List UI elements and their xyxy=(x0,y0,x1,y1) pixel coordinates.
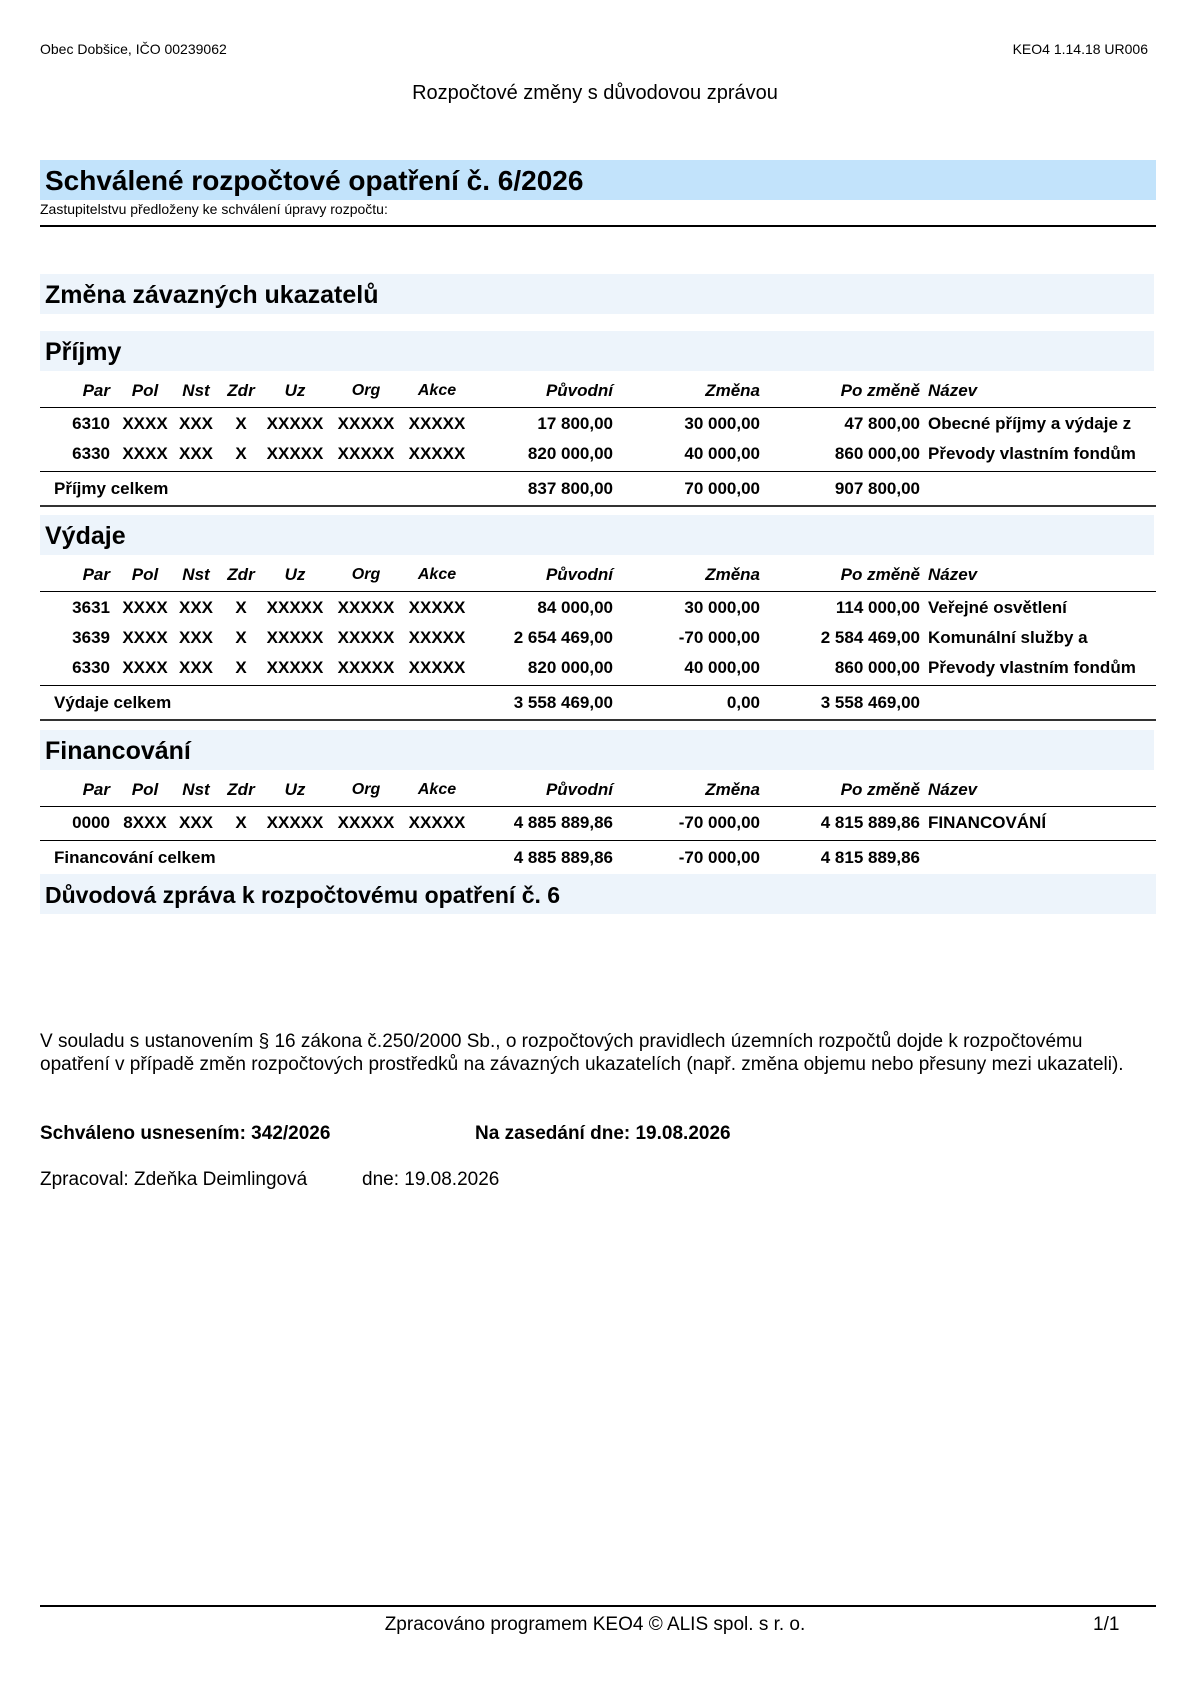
table-cell-nazev: Obecné příjmy a výdaje z xyxy=(928,414,1132,433)
column-header-zmena: Změna xyxy=(705,780,760,799)
table-cell-nazev: Převody vlastním fondům xyxy=(928,444,1136,463)
table-cell-org: XXXXX xyxy=(337,628,395,647)
table-cell-zdr: X xyxy=(235,628,247,647)
table-cell-akce: XXXXX xyxy=(408,598,466,617)
table-cell-akce: XXXXX xyxy=(408,444,466,463)
table-cell-akce: XXXXX xyxy=(408,658,466,677)
column-header-par: Par xyxy=(82,780,110,799)
table-cell-par: 6330 xyxy=(72,444,110,463)
processed-by: Zpracoval: Zdeňka Deimlingová xyxy=(40,1169,308,1190)
table-cell-uz: XXXXX xyxy=(266,813,324,832)
total-puvodni: 4 885 889,86 xyxy=(513,848,613,867)
table-cell-puvodni: 4 885 889,86 xyxy=(513,813,613,832)
section-bar-prijmy xyxy=(40,331,1154,371)
column-header-pol: Pol xyxy=(131,565,159,584)
table-cell-po_zmene: 860 000,00 xyxy=(834,658,920,677)
column-header-puvodni: Původní xyxy=(545,565,613,584)
table-cell-pol: XXXX xyxy=(122,628,168,647)
total-rule xyxy=(40,685,1156,686)
column-header-puvodni: Původní xyxy=(545,381,613,400)
report-subtitle: Rozpočtové změny s důvodovou zprávou xyxy=(412,82,778,104)
total-rule xyxy=(40,471,1156,472)
justification-title: Důvodová zpráva k rozpočtovému opatření č. 6 xyxy=(45,882,561,908)
section-end-rule xyxy=(40,719,1156,721)
column-header-nazev: Název xyxy=(928,381,978,400)
column-header-nst: Nst xyxy=(182,565,210,584)
section-bar-financovani xyxy=(40,730,1154,770)
total-puvodni: 837 800,00 xyxy=(527,479,613,498)
total-rule xyxy=(40,840,1156,841)
table-cell-po_zmene: 114 000,00 xyxy=(835,598,920,617)
header-rule xyxy=(40,591,1156,592)
total-label: Financování celkem xyxy=(54,848,216,867)
total-puvodni: 3 558 469,00 xyxy=(513,693,613,712)
column-header-akce: Akce xyxy=(417,566,457,583)
table-cell-nst: XXX xyxy=(178,628,214,647)
table-cell-zdr: X xyxy=(235,598,247,617)
total-zmena: -70 000,00 xyxy=(678,848,760,867)
table-cell-org: XXXXX xyxy=(337,658,395,677)
header-rule xyxy=(40,806,1156,807)
table-cell-nazev: Veřejné osvětlení xyxy=(928,598,1067,617)
column-header-zdr: Zdr xyxy=(227,381,255,400)
footer-divider xyxy=(40,1605,1156,1607)
table-cell-puvodni: 820 000,00 xyxy=(527,658,613,677)
column-header-nst: Nst xyxy=(182,381,210,400)
table-cell-nst: XXX xyxy=(178,813,214,832)
justification-paragraph: V souladu s ustanovením § 16 zákona č.250/2000 Sb., o rozpočtových pravidlech územních rozpočtů dojde k rozpočtovému opatření v případě změn rozpočtových prostředků na závazných ukazatelích (např. změna objemu nebo přesuny mezi ukazateli). xyxy=(40,1031,1124,1075)
table-cell-akce: XXXXX xyxy=(408,813,466,832)
total-label: Příjmy celkem xyxy=(54,479,169,498)
table-cell-pol: XXXX xyxy=(122,444,168,463)
column-header-pol: Pol xyxy=(131,381,159,400)
table-cell-uz: XXXXX xyxy=(266,444,324,463)
approval-resolution: Schváleno usnesením: 342/2026 xyxy=(40,1123,331,1144)
table-cell-puvodni: 2 654 469,00 xyxy=(513,628,613,647)
section-label-financovani: Financování xyxy=(45,737,191,765)
column-header-nazev: Název xyxy=(928,565,978,584)
column-header-uz: Uz xyxy=(284,565,306,584)
total-po-zmene: 907 800,00 xyxy=(834,479,920,498)
column-header-uz: Uz xyxy=(284,381,306,400)
table-cell-pol: XXXX xyxy=(122,598,168,617)
page-title: Schválené rozpočtové opatření č. 6/2026 xyxy=(45,165,584,196)
divider xyxy=(40,225,1156,227)
table-cell-zdr: X xyxy=(235,444,247,463)
total-po-zmene: 3 558 469,00 xyxy=(820,693,920,712)
page-title-bar xyxy=(40,160,1156,200)
intro-text: Zastupitelstvu předloženy ke schválení úpravy rozpočtu: xyxy=(40,201,388,217)
table-cell-uz: XXXXX xyxy=(266,598,324,617)
table-cell-par: 0000 xyxy=(72,813,110,832)
column-header-nazev: Název xyxy=(928,780,978,799)
table-cell-nazev: FINANCOVÁNÍ xyxy=(928,813,1047,832)
table-cell-zmena: -70 000,00 xyxy=(678,628,760,647)
table-cell-nst: XXX xyxy=(178,658,214,677)
table-cell-nst: XXX xyxy=(178,444,214,463)
column-header-zdr: Zdr xyxy=(227,565,255,584)
table-cell-zmena: 40 000,00 xyxy=(684,444,760,463)
table-cell-nst: XXX xyxy=(178,414,214,433)
justification-title-bar xyxy=(40,874,1156,914)
column-header-uz: Uz xyxy=(284,780,306,799)
table-cell-puvodni: 84 000,00 xyxy=(537,598,613,617)
table-cell-uz: XXXXX xyxy=(266,628,324,647)
section-label-prijmy: Příjmy xyxy=(45,338,122,366)
table-cell-uz: XXXXX xyxy=(266,414,324,433)
total-po-zmene: 4 815 889,86 xyxy=(820,848,920,867)
table-cell-puvodni: 17 800,00 xyxy=(537,414,613,433)
column-header-org: Org xyxy=(351,382,381,399)
table-cell-akce: XXXXX xyxy=(408,628,466,647)
table-cell-par: 3631 xyxy=(72,598,110,617)
column-header-nst: Nst xyxy=(182,780,210,799)
table-cell-uz: XXXXX xyxy=(266,658,324,677)
table-cell-po_zmene: 47 800,00 xyxy=(844,414,920,433)
municipality-header: Obec Dobšice, IČO 00239062 xyxy=(40,41,227,57)
column-header-par: Par xyxy=(82,381,110,400)
section-end-rule xyxy=(40,505,1156,507)
table-cell-par: 6310 xyxy=(72,414,110,433)
footer-text: Zpracováno programem KEO4 © ALIS spol. s r. o. xyxy=(384,1614,806,1635)
meeting-date: Na zasedání dne: 19.08.2026 xyxy=(475,1123,731,1144)
total-label: Výdaje celkem xyxy=(54,693,172,712)
table-cell-pol: 8XXX xyxy=(123,813,167,832)
column-header-zmena: Změna xyxy=(705,565,760,584)
table-cell-org: XXXXX xyxy=(337,414,395,433)
table-cell-zmena: -70 000,00 xyxy=(678,813,760,832)
section-title-bar xyxy=(40,274,1154,314)
column-header-org: Org xyxy=(351,781,381,798)
table-cell-par: 3639 xyxy=(72,628,110,647)
table-cell-zdr: X xyxy=(235,658,247,677)
column-header-po_zmene: Po změně xyxy=(840,381,920,400)
program-version: KEO4 1.14.18 UR006 xyxy=(1012,41,1148,57)
table-cell-akce: XXXXX xyxy=(408,414,466,433)
header-rule xyxy=(40,407,1156,408)
table-cell-zdr: X xyxy=(235,414,247,433)
table-cell-puvodni: 820 000,00 xyxy=(527,444,613,463)
table-cell-nazev: Převody vlastním fondům xyxy=(928,658,1136,677)
table-cell-org: XXXXX xyxy=(337,813,395,832)
column-header-akce: Akce xyxy=(417,382,457,399)
table-cell-po_zmene: 4 815 889,86 xyxy=(820,813,920,832)
table-cell-zmena: 30 000,00 xyxy=(684,598,760,617)
table-cell-org: XXXXX xyxy=(337,598,395,617)
column-header-zmena: Změna xyxy=(705,381,760,400)
column-header-po_zmene: Po změně xyxy=(840,780,920,799)
section-title: Změna závazných ukazatelů xyxy=(45,281,379,309)
table-cell-zdr: X xyxy=(235,813,247,832)
section-bar-vydaje xyxy=(40,515,1154,555)
table-cell-zmena: 30 000,00 xyxy=(684,414,760,433)
table-cell-nazev: Komunální služby a xyxy=(928,628,1088,647)
section-label-vydaje: Výdaje xyxy=(45,522,126,550)
column-header-zdr: Zdr xyxy=(227,780,255,799)
table-cell-pol: XXXX xyxy=(122,658,168,677)
column-header-akce: Akce xyxy=(417,781,457,798)
page-number: 1/1 xyxy=(1093,1614,1120,1635)
table-cell-pol: XXXX xyxy=(122,414,168,433)
table-cell-po_zmene: 860 000,00 xyxy=(834,444,920,463)
table-cell-po_zmene: 2 584 469,00 xyxy=(820,628,920,647)
table-cell-zmena: 40 000,00 xyxy=(684,658,760,677)
column-header-org: Org xyxy=(351,566,381,583)
column-header-puvodni: Původní xyxy=(545,780,613,799)
column-header-par: Par xyxy=(82,565,110,584)
processed-date: dne: 19.08.2026 xyxy=(362,1169,500,1190)
table-cell-org: XXXXX xyxy=(337,444,395,463)
total-zmena: 70 000,00 xyxy=(684,479,760,498)
table-cell-nst: XXX xyxy=(178,598,214,617)
table-cell-par: 6330 xyxy=(72,658,110,677)
total-zmena: 0,00 xyxy=(726,693,760,712)
column-header-po_zmene: Po změně xyxy=(840,565,920,584)
column-header-pol: Pol xyxy=(131,780,159,799)
